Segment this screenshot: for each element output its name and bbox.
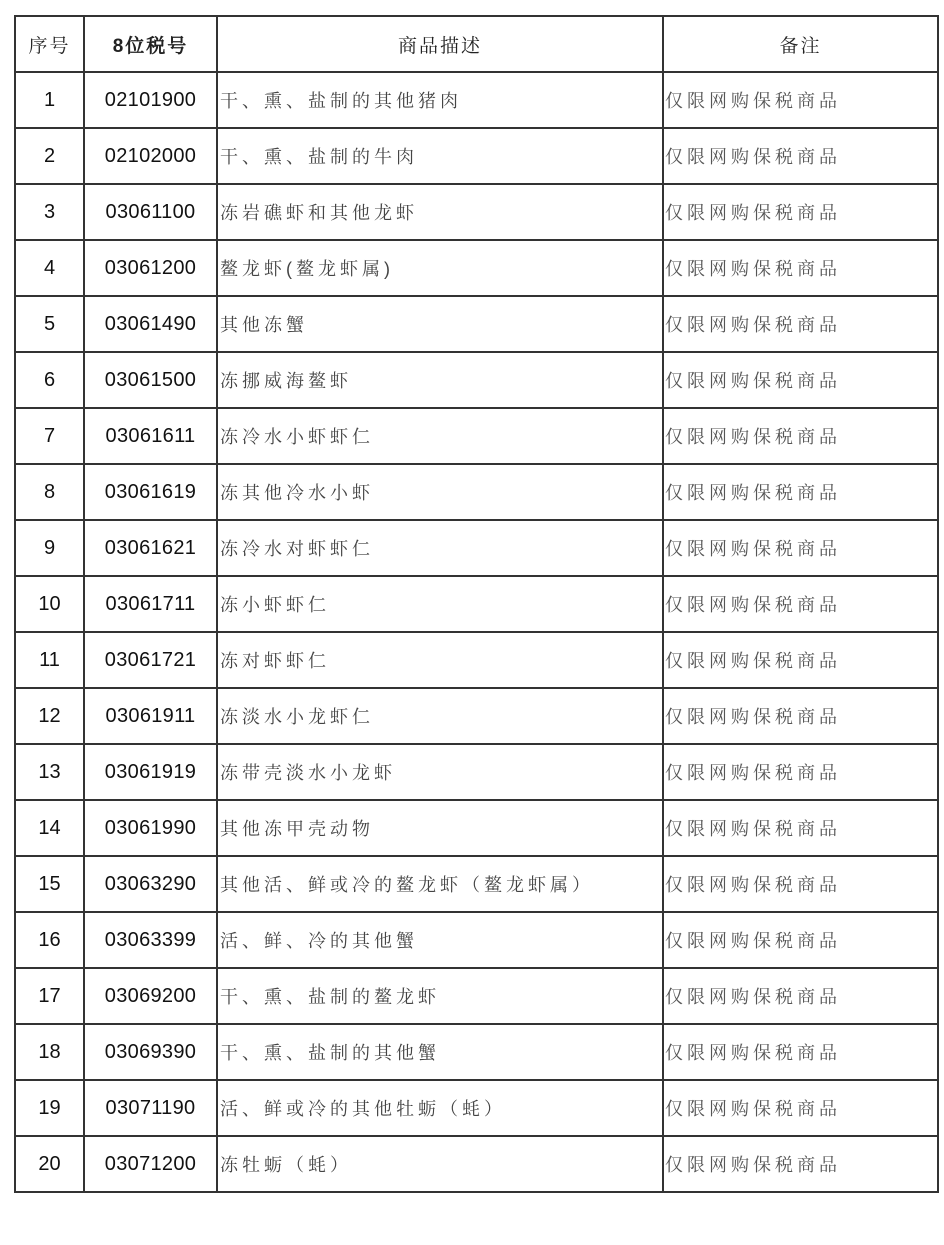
row-note: 仅限网购保税商品 [663,464,938,520]
row-note: 仅限网购保税商品 [663,800,938,856]
row-index: 19 [15,1080,84,1136]
table-row [15,688,938,744]
row-code: 03069200 [84,968,217,1024]
table-row [15,240,938,296]
row-description: 活、鲜、冷的其他蟹 [217,912,663,968]
row-note: 仅限网购保税商品 [663,912,938,968]
row-note: 仅限网购保税商品 [663,744,938,800]
table-row [15,744,938,800]
row-code: 02102000 [84,128,217,184]
table-row [15,968,938,1024]
row-note: 仅限网购保税商品 [663,72,938,128]
row-index: 3 [15,184,84,240]
row-note: 仅限网购保税商品 [663,1136,938,1192]
row-code: 03069390 [84,1024,217,1080]
row-code: 03061919 [84,744,217,800]
row-description: 干、熏、盐制的牛肉 [217,128,663,184]
row-note: 仅限网购保税商品 [663,968,938,1024]
row-description: 冻挪威海鳌虾 [217,352,663,408]
row-description: 冻冷水小虾虾仁 [217,408,663,464]
row-note: 仅限网购保税商品 [663,296,938,352]
table-row [15,184,938,240]
row-description: 其他活、鲜或冷的鳌龙虾（鳌龙虾属） [217,856,663,912]
row-note: 仅限网购保税商品 [663,520,938,576]
row-code: 03071200 [84,1136,217,1192]
row-index: 15 [15,856,84,912]
row-index: 2 [15,128,84,184]
row-code: 03061100 [84,184,217,240]
row-note: 仅限网购保税商品 [663,688,938,744]
table-row [15,128,938,184]
row-index: 16 [15,912,84,968]
row-note: 仅限网购保税商品 [663,1080,938,1136]
table-row [15,912,938,968]
table-row [15,1024,938,1080]
row-description: 干、熏、盐制的其他猪肉 [217,72,663,128]
row-description: 干、熏、盐制的鳌龙虾 [217,968,663,1024]
row-note: 仅限网购保税商品 [663,576,938,632]
row-index: 12 [15,688,84,744]
table-row [15,464,938,520]
row-description: 冻小虾虾仁 [217,576,663,632]
row-index: 7 [15,408,84,464]
row-description: 其他冻甲壳动物 [217,800,663,856]
header-index: 序号 [15,16,84,72]
row-note: 仅限网购保税商品 [663,856,938,912]
row-note: 仅限网购保税商品 [663,408,938,464]
row-description: 冻对虾虾仁 [217,632,663,688]
row-note: 仅限网购保税商品 [663,352,938,408]
row-code: 03061711 [84,576,217,632]
row-index: 18 [15,1024,84,1080]
table-row [15,296,938,352]
row-index: 13 [15,744,84,800]
row-code: 03063290 [84,856,217,912]
row-index: 11 [15,632,84,688]
row-code: 03063399 [84,912,217,968]
row-index: 9 [15,520,84,576]
row-description: 活、鲜或冷的其他牡蛎（蚝） [217,1080,663,1136]
table-row [15,856,938,912]
header-row [15,16,938,72]
row-note: 仅限网购保税商品 [663,240,938,296]
header-description: 商品描述 [217,16,663,72]
row-code: 03061619 [84,464,217,520]
table-row [15,632,938,688]
row-index: 1 [15,72,84,128]
row-index: 14 [15,800,84,856]
row-index: 8 [15,464,84,520]
row-code: 03061200 [84,240,217,296]
row-description: 冻带壳淡水小龙虾 [217,744,663,800]
row-note: 仅限网购保税商品 [663,632,938,688]
table-row [15,72,938,128]
row-description: 干、熏、盐制的其他蟹 [217,1024,663,1080]
row-index: 17 [15,968,84,1024]
row-description: 冻牡蛎（蚝） [217,1136,663,1192]
row-code: 03061500 [84,352,217,408]
row-description: 其他冻蟹 [217,296,663,352]
tariff-table [14,15,939,1193]
row-note: 仅限网购保税商品 [663,184,938,240]
row-code: 03061721 [84,632,217,688]
header-code: 8位税号 [84,16,217,72]
table-row [15,800,938,856]
row-code: 03061490 [84,296,217,352]
row-code: 03061911 [84,688,217,744]
row-description: 冻冷水对虾虾仁 [217,520,663,576]
row-description: 冻岩礁虾和其他龙虾 [217,184,663,240]
table-row [15,520,938,576]
row-note: 仅限网购保税商品 [663,128,938,184]
row-index: 6 [15,352,84,408]
table-row [15,1136,938,1192]
header-note: 备注 [663,16,938,72]
row-code: 03061990 [84,800,217,856]
row-description: 鳌龙虾(鳌龙虾属) [217,240,663,296]
row-note: 仅限网购保税商品 [663,1024,938,1080]
row-index: 5 [15,296,84,352]
row-description: 冻淡水小龙虾仁 [217,688,663,744]
row-code: 03061621 [84,520,217,576]
row-code: 03071190 [84,1080,217,1136]
row-description: 冻其他冷水小虾 [217,464,663,520]
table-row [15,408,938,464]
row-code: 02101900 [84,72,217,128]
row-code: 03061611 [84,408,217,464]
table-row [15,1080,938,1136]
row-index: 10 [15,576,84,632]
row-index: 4 [15,240,84,296]
table-row [15,352,938,408]
row-index: 20 [15,1136,84,1192]
table-row [15,576,938,632]
